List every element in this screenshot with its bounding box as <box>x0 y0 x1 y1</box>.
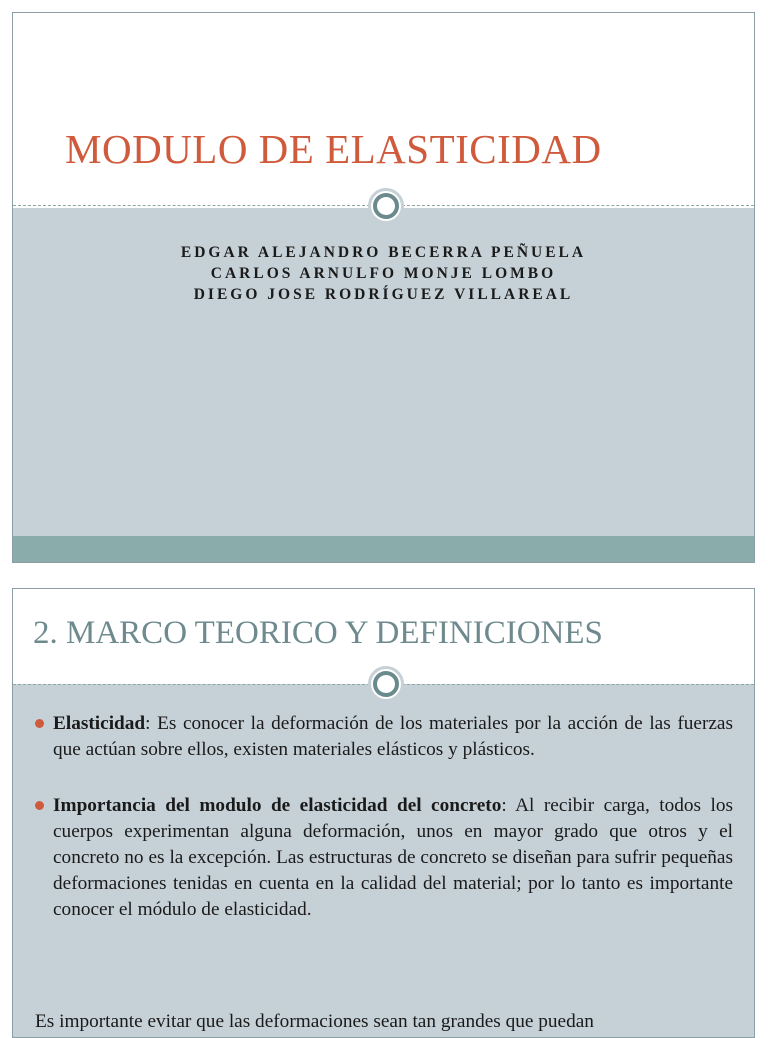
title-slide <box>12 12 755 563</box>
section-title: 2. MARCO TEORICO Y DEFINICIONES <box>33 615 603 651</box>
bullet-term: Elasticidad <box>53 713 146 734</box>
list-item <box>35 711 733 763</box>
bullet-body: : Al recibir carga, todos los cuerpos experimentan alguna deformación, unos en mayor grado que otros y el concreto no es la excepción. Las estructuras de concreto se diseñan para sufrir pequeñas deformaciones tenidas en cuenta en la calidad del material; por lo tanto es importante conocer el módulo de elasticidad. <box>53 795 733 920</box>
slide-title: MODULO DE ELASTICIDAD <box>65 126 602 172</box>
bullet-list <box>35 711 733 953</box>
list-item <box>35 793 733 923</box>
circle-ornament-icon <box>368 188 404 224</box>
trailing-paragraph: Es importante evitar que las deformaciones sean tan grandes que puedan <box>35 1011 594 1032</box>
bullet-text <box>53 793 733 923</box>
content-slide <box>12 588 755 1038</box>
bullet-term: Importancia del modulo de elasticidad del concreto <box>53 795 502 816</box>
author-list <box>13 242 754 305</box>
author-name: CARLOS ARNULFO MONJE LOMBO <box>210 265 557 282</box>
footer-band <box>13 536 754 562</box>
author-name: EDGAR ALEJANDRO BECERRA PEÑUELA <box>180 244 587 261</box>
bullet-body: : Es conocer la deformación de los materiales por la acción de las fuerzas que actúan sobre ellos, existen materiales elásticos y plásticos. <box>53 713 733 760</box>
circle-ornament-icon <box>368 666 404 702</box>
bullet-dot-icon <box>35 719 44 728</box>
bullet-dot-icon <box>35 801 44 810</box>
author-name: DIEGO JOSE RODRÍGUEZ VILLAREAL <box>193 286 574 303</box>
title-band <box>13 13 754 208</box>
bullet-text <box>53 711 733 763</box>
